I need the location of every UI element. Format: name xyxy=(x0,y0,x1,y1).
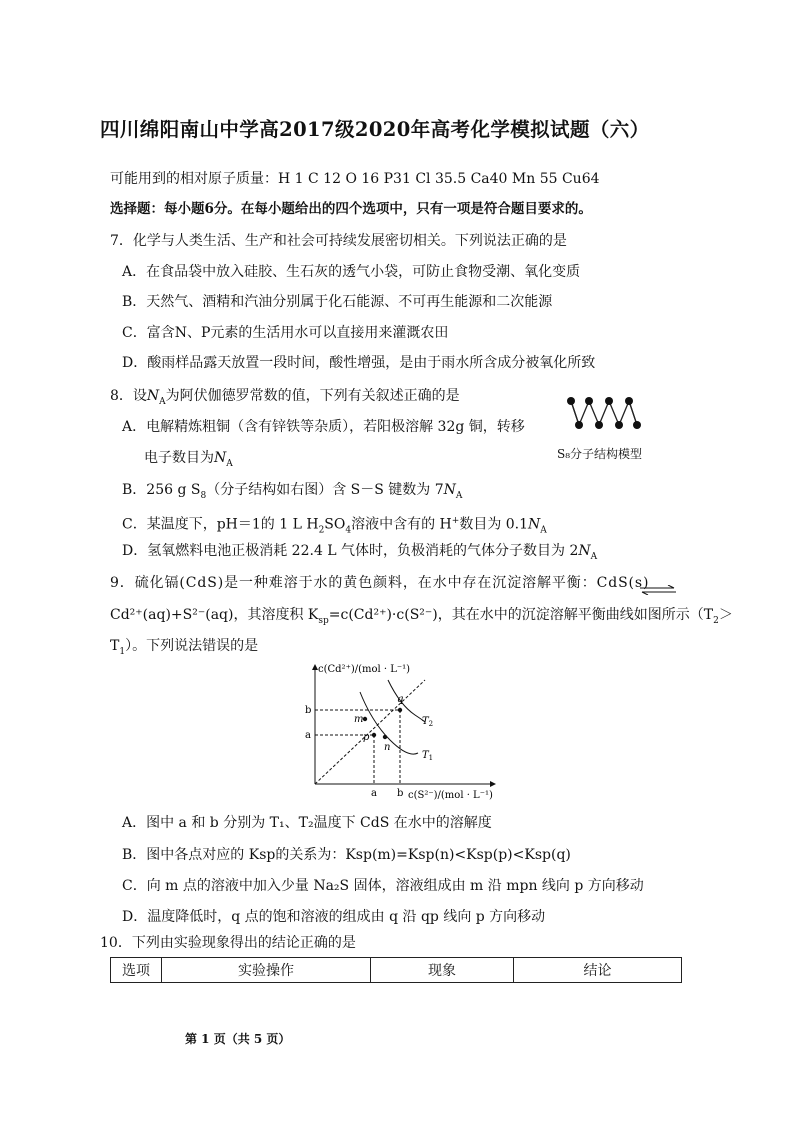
equilibrium-arrow-icon xyxy=(640,580,676,599)
q7-option-c: C．富含N、P元素的生活用水可以直接用来灌溉农田 xyxy=(122,325,449,341)
atomic-masses: 可能用到的相对原子质量：H 1 C 12 O 16 P31 Cl 35.5 Ca40 Mn 55 Cu64 xyxy=(110,171,600,187)
label-p: p xyxy=(363,732,370,743)
x-axis-label: c(S²⁻)/(mol · L⁻¹) xyxy=(408,790,493,801)
q7-stem: 7．化学与人类生活、生产和社会可持续发展密切相关。下列说法正确的是 xyxy=(110,233,567,249)
label-b-x: b xyxy=(397,788,404,799)
q7-option-a: A．在食品袋中放入硅胶、生石灰的透气小袋，可防止食物受潮、氧化变质 xyxy=(122,264,581,280)
q8-option-c: C．某温度下，pH＝1的 1 L $H_2SO_4$溶液中含有的 H+数目为 $0.1N_A$ xyxy=(122,516,547,536)
label-a-x: a xyxy=(371,788,377,799)
label-b: b xyxy=(305,705,312,716)
q8-option-d: D．氢氧燃料电池正极消耗 22.4 L 气体时，负极消耗的气体分子数目为 $2N_A$ xyxy=(122,543,598,562)
s8-caption: S₈分子结构模型 xyxy=(557,447,643,461)
page-title: 四川绵阳南山中学高2017级2020年高考化学模拟试题（六） xyxy=(100,118,650,141)
q9-line1: 9．硫化镉(CdS)是一种难溶于水的黄色颜料，在水中存在沉淀溶解平衡：CdS(s) xyxy=(110,575,650,591)
q8-option-a-line2: 电子数目为$N_A$ xyxy=(144,450,233,469)
q9-option-a: A．图中 a 和 b 分别为 T₁、T₂温度下 CdS 在水中的溶解度 xyxy=(122,815,492,831)
q8-option-a-line1: A．电解精炼粗铜（含有锌铁等杂质），若阳极溶解 32g 铜，转移 xyxy=(122,419,525,435)
q9-option-c: C．向 m 点的溶液中加入少量 Na₂S 固体，溶液组成由 m 沿 mpn 线向 p 方向移动 xyxy=(122,878,644,894)
label-t2: $T_2$ xyxy=(422,716,434,728)
header-operation: 实验操作 xyxy=(162,958,371,983)
solubility-graph xyxy=(290,660,500,809)
page-footer: 第 1 页（共 5 页） xyxy=(185,1032,291,1046)
q7-option-d: D．酸雨样品露天放置一段时间，酸性增强，是由于雨水所含成分被氧化所致 xyxy=(122,355,596,371)
q10-stem: 10．下列由实验现象得出的结论正确的是 xyxy=(100,935,356,951)
y-axis-label: c(Cd²⁺)/(mol · L⁻¹) xyxy=(318,664,411,675)
header-phenomenon: 现象 xyxy=(371,958,514,983)
q7-option-b: B．天然气、酒精和汽油分别属于化石能源、不可再生能源和二次能源 xyxy=(122,294,553,310)
q9-option-b: B．图中各点对应的 Ksp的关系为：Ksp(m)=Ksp(n)<Ksp(p)<Ksp(q) xyxy=(122,847,571,863)
header-option: 选项 xyxy=(111,958,162,983)
label-q: q xyxy=(397,694,404,705)
q8-stem: 8．设$N_A$为阿伏伽德罗常数的值，下列有关叙述正确的是 xyxy=(110,388,460,407)
s8-structure-image xyxy=(565,395,645,439)
section-header: 选择题：每小题6分。在每小题给出的四个选项中，只有一项是符合题目要求的。 xyxy=(110,201,592,217)
q9-option-d: D．温度降低时，q 点的饱和溶液的组成由 q 沿 qp 线向 p 方向移动 xyxy=(122,909,546,925)
label-t1: $T_1$ xyxy=(422,750,434,762)
q9-line3: $T_1$）。下列说法错误的是 xyxy=(110,638,259,657)
q9-line2: Cd²⁺(aq)+S²⁻(aq)，其溶度积 $K_{sp}=c(Cd^{2+})\cdot c(S^{2-})$，其在水中的沉淀溶解平衡曲线如图所示（$T_2>$ xyxy=(110,607,733,626)
q8-option-b: B．256 g $S_8$（分子结构如右图）含 S－S 键数为 $7N_A$ xyxy=(122,482,463,501)
q10-table xyxy=(110,957,682,983)
label-m: m xyxy=(354,714,364,725)
label-n: n xyxy=(384,742,391,753)
header-conclusion: 结论 xyxy=(514,958,682,983)
label-a: a xyxy=(305,730,311,741)
table-header-row xyxy=(111,958,682,983)
